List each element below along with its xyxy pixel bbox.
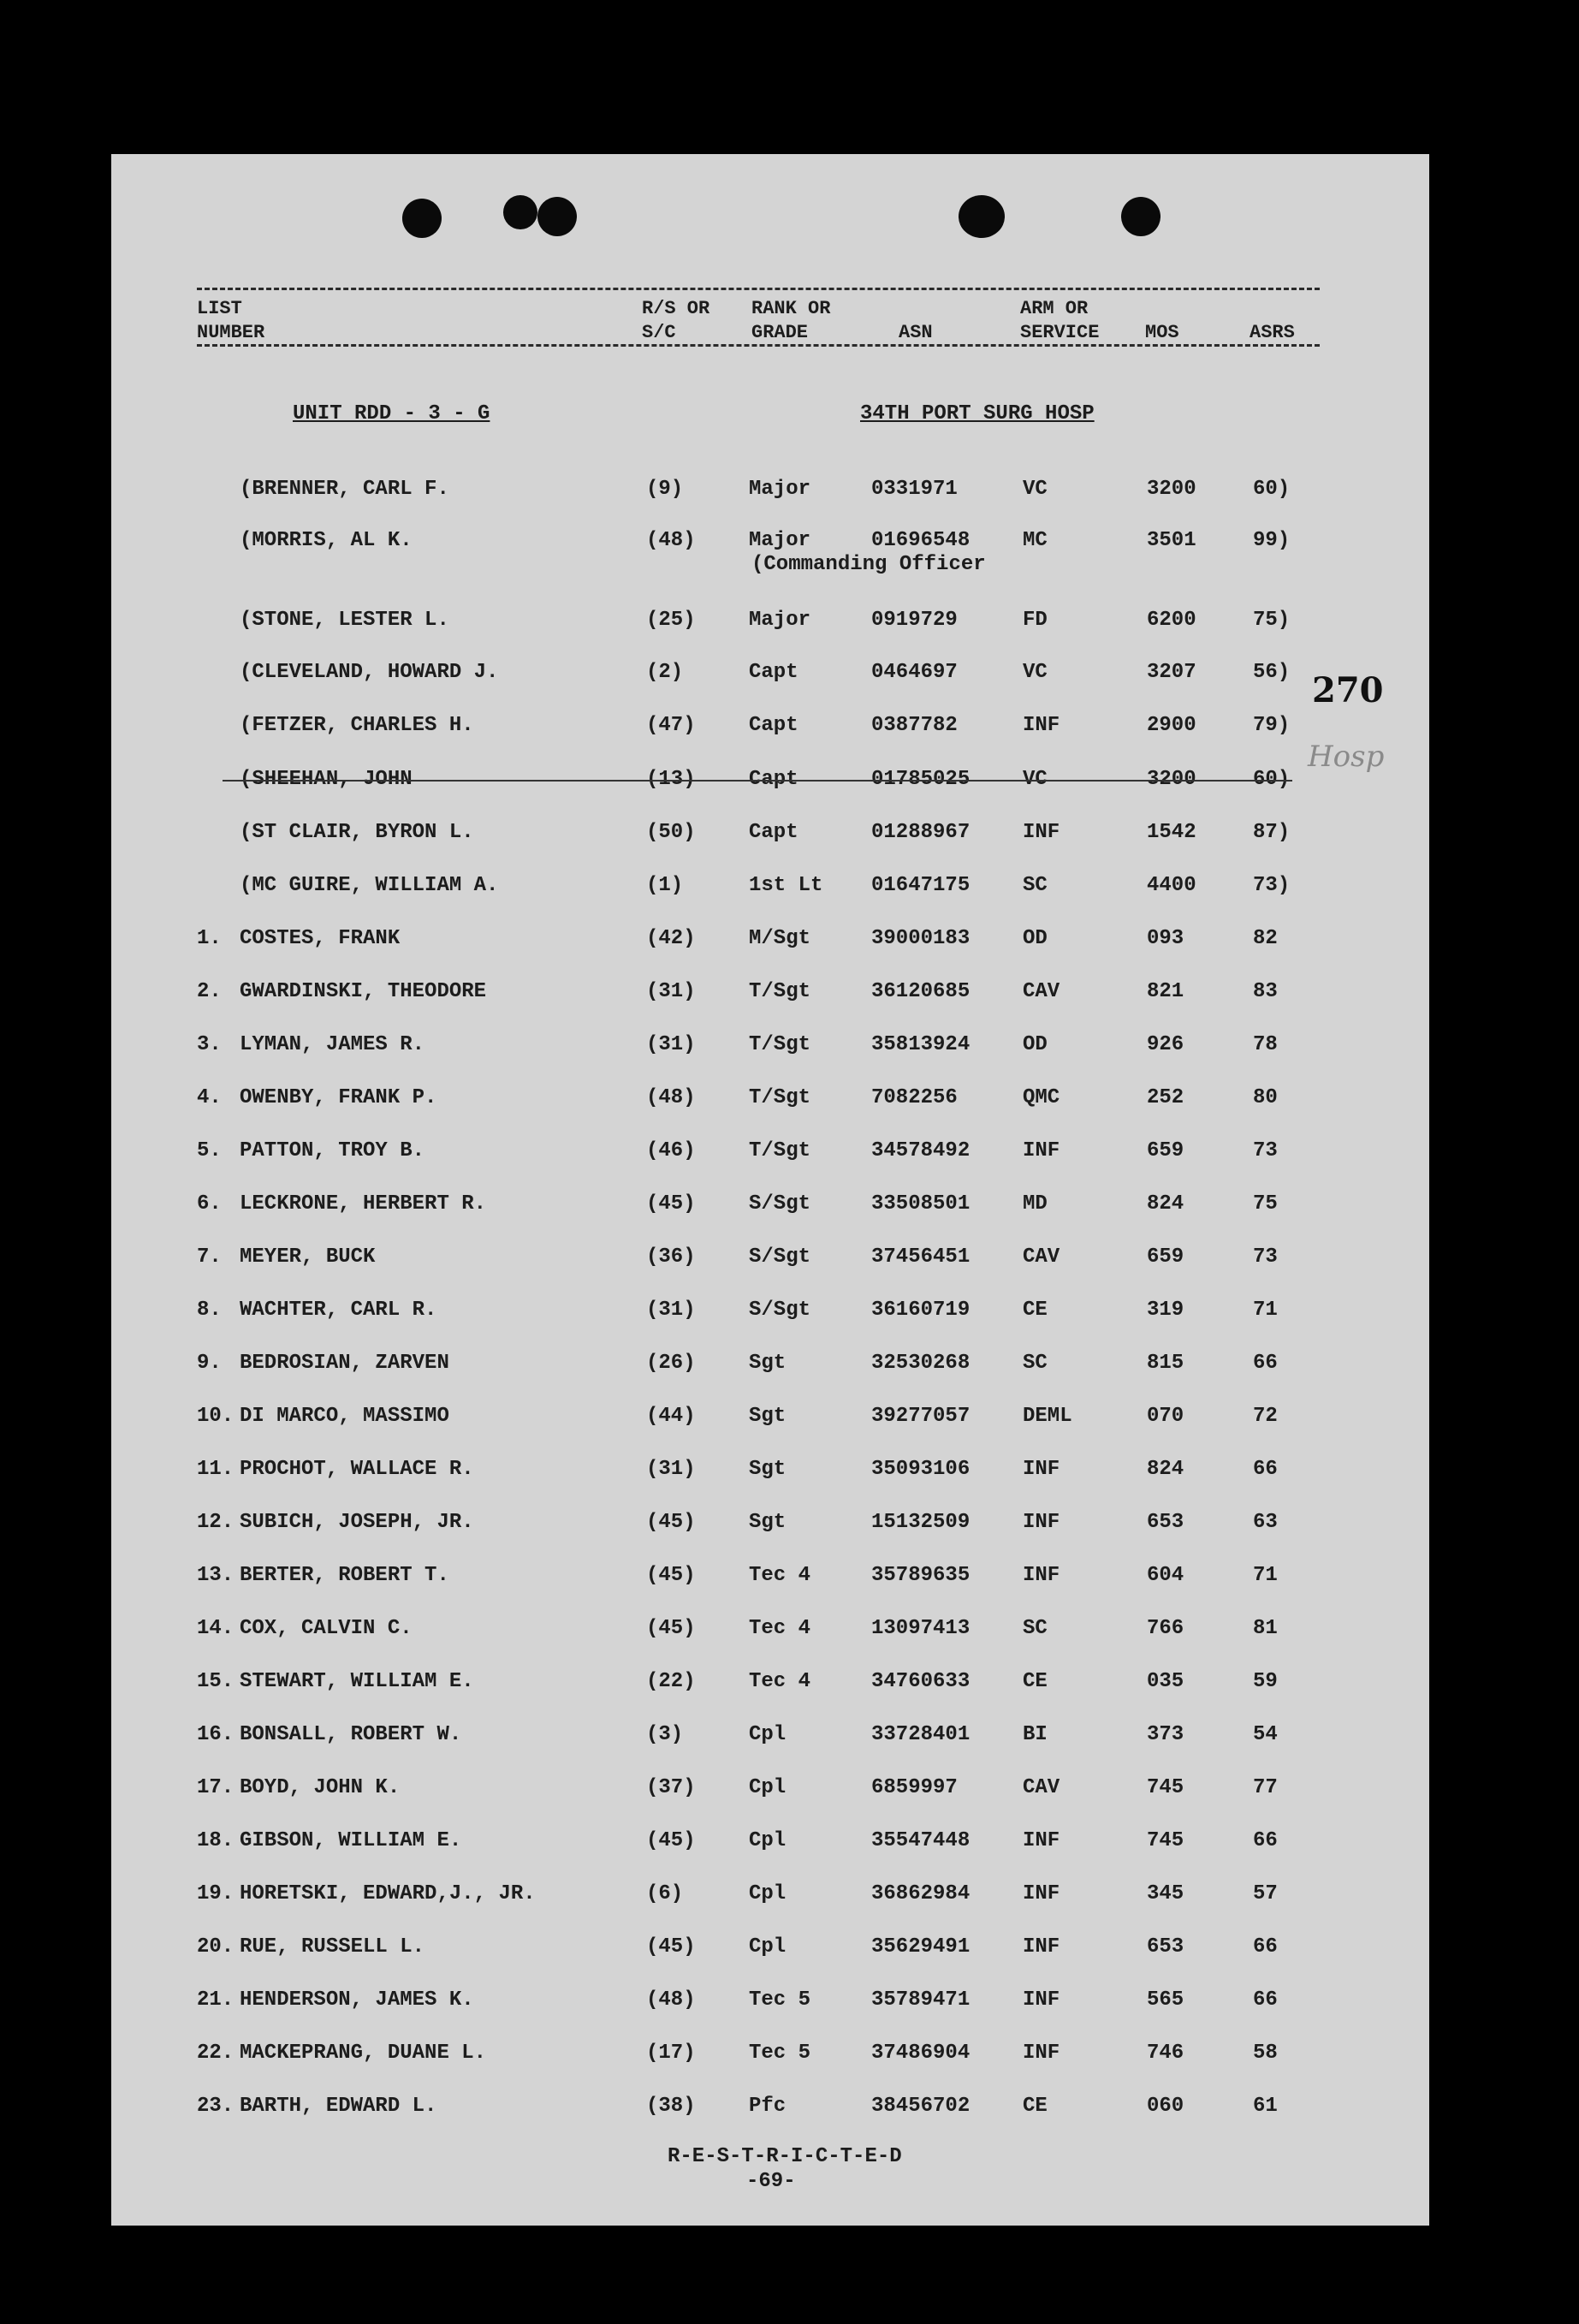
mos: 766 bbox=[1147, 1617, 1184, 1640]
mos: 565 bbox=[1147, 1988, 1184, 2012]
asn: 6859997 bbox=[871, 1776, 958, 1799]
soldier-name: (CLEVELAND, HOWARD J. bbox=[240, 661, 499, 684]
enlisted-row bbox=[111, 1406, 1429, 1432]
asn: 35789635 bbox=[871, 1564, 971, 1587]
unit-code: UNIT RDD - 3 - G bbox=[293, 402, 490, 425]
rank-grade: Pfc bbox=[749, 2095, 787, 2118]
punch-hole bbox=[503, 195, 537, 229]
asn: 01696548 bbox=[871, 529, 971, 552]
enlisted-row bbox=[111, 1459, 1429, 1485]
mos: 1542 bbox=[1147, 821, 1196, 844]
page-number: -69- bbox=[746, 2170, 796, 2193]
rank-grade: Tec 4 bbox=[749, 1564, 811, 1587]
asrs: 73 bbox=[1253, 1139, 1278, 1162]
header-rank-2: GRADE bbox=[751, 322, 809, 343]
rank-grade: S/Sgt bbox=[749, 1299, 811, 1322]
mos: 824 bbox=[1147, 1458, 1184, 1481]
list-number: 5. bbox=[197, 1139, 222, 1162]
officer-row bbox=[111, 716, 1429, 741]
asn: 35813924 bbox=[871, 1033, 971, 1056]
rs-sc: (46) bbox=[646, 1139, 696, 1162]
asrs: 83 bbox=[1253, 980, 1278, 1003]
soldier-name: SUBICH, JOSEPH, JR. bbox=[240, 1511, 474, 1534]
arm-service: CAV bbox=[1023, 1245, 1060, 1269]
asn: 01647175 bbox=[871, 874, 971, 897]
asrs: 75) bbox=[1253, 609, 1291, 632]
officer-row bbox=[111, 610, 1429, 636]
list-number: 17. bbox=[197, 1776, 234, 1799]
asn: 32530268 bbox=[871, 1352, 971, 1375]
rs-sc: (31) bbox=[646, 1458, 696, 1481]
arm-service: INF bbox=[1023, 714, 1060, 737]
arm-service: OD bbox=[1023, 1033, 1048, 1056]
rank-grade: Major bbox=[749, 478, 811, 501]
arm-service: SC bbox=[1023, 1617, 1048, 1640]
mos: 3501 bbox=[1147, 529, 1196, 552]
asn: 0919729 bbox=[871, 609, 958, 632]
rs-sc: (48) bbox=[646, 1988, 696, 2012]
rs-sc: (45) bbox=[646, 1617, 696, 1640]
rs-sc: (31) bbox=[646, 1033, 696, 1056]
list-number: 21. bbox=[197, 1988, 234, 2012]
asn: 37456451 bbox=[871, 1245, 971, 1269]
handwritten-margin-note: Hosp bbox=[1308, 740, 1385, 774]
asn: 35789471 bbox=[871, 1988, 971, 2012]
asn: 33508501 bbox=[871, 1192, 971, 1215]
rs-sc: (36) bbox=[646, 1245, 696, 1269]
punch-hole bbox=[402, 199, 442, 238]
mos: 3200 bbox=[1147, 478, 1196, 501]
unit-name: 34TH PORT SURG HOSP bbox=[860, 402, 1095, 425]
asrs: 71 bbox=[1253, 1299, 1278, 1322]
punch-hole bbox=[959, 195, 1005, 238]
enlisted-row bbox=[111, 1035, 1429, 1061]
asrs: 87) bbox=[1253, 821, 1291, 844]
list-number: 23. bbox=[197, 2095, 234, 2118]
rank-grade: Sgt bbox=[749, 1511, 787, 1534]
rank-grade: Cpl bbox=[749, 1935, 787, 1958]
rank-grade: T/Sgt bbox=[749, 1086, 811, 1109]
soldier-name: MACKEPRANG, DUANE L. bbox=[240, 2042, 487, 2065]
rank-grade: Cpl bbox=[749, 1882, 787, 1905]
asn: 7082256 bbox=[871, 1086, 958, 1109]
asrs: 78 bbox=[1253, 1033, 1278, 1056]
enlisted-row bbox=[111, 1672, 1429, 1697]
mos: 815 bbox=[1147, 1352, 1184, 1375]
header-rule-bottom bbox=[197, 344, 1320, 347]
asrs: 73) bbox=[1253, 874, 1291, 897]
enlisted-row bbox=[111, 1513, 1429, 1538]
enlisted-row bbox=[111, 1831, 1429, 1857]
asrs: 99) bbox=[1253, 529, 1291, 552]
mos: 060 bbox=[1147, 2095, 1184, 2118]
mos: 746 bbox=[1147, 2042, 1184, 2065]
arm-service: INF bbox=[1023, 1458, 1060, 1481]
asrs: 61 bbox=[1253, 2095, 1278, 2118]
soldier-name: (ST CLAIR, BYRON L. bbox=[240, 821, 474, 844]
header-list-number-2: NUMBER bbox=[197, 322, 265, 343]
enlisted-row bbox=[111, 1353, 1429, 1379]
rank-grade: Sgt bbox=[749, 1352, 787, 1375]
mos: 659 bbox=[1147, 1139, 1184, 1162]
list-number: 11. bbox=[197, 1458, 234, 1481]
arm-service: INF bbox=[1023, 1139, 1060, 1162]
list-number: 10. bbox=[197, 1405, 234, 1428]
rs-sc: (45) bbox=[646, 1935, 696, 1958]
rs-sc: (45) bbox=[646, 1511, 696, 1534]
enlisted-row bbox=[111, 2096, 1429, 2122]
asn: 13097413 bbox=[871, 1617, 971, 1640]
rank-grade: Tec 5 bbox=[749, 1988, 811, 2012]
arm-service: CE bbox=[1023, 1299, 1048, 1322]
mos: 653 bbox=[1147, 1935, 1184, 1958]
enlisted-row bbox=[111, 1990, 1429, 2016]
asn: 36160719 bbox=[871, 1299, 971, 1322]
rank-grade: Major bbox=[749, 529, 811, 552]
list-number: 15. bbox=[197, 1670, 234, 1693]
arm-service: INF bbox=[1023, 1564, 1060, 1587]
header-rank-1: RANK OR bbox=[751, 298, 831, 319]
mos: 319 bbox=[1147, 1299, 1184, 1322]
arm-service: INF bbox=[1023, 1988, 1060, 2012]
officer-row bbox=[111, 529, 1429, 576]
asrs: 71 bbox=[1253, 1564, 1278, 1587]
rank-grade: Capt bbox=[749, 714, 798, 737]
rank-grade: 1st Lt bbox=[749, 874, 823, 897]
officer-row bbox=[111, 663, 1429, 688]
asn: 38456702 bbox=[871, 2095, 971, 2118]
rs-sc: (1) bbox=[646, 874, 684, 897]
asrs: 75 bbox=[1253, 1192, 1278, 1215]
soldier-name: GWARDINSKI, THEODORE bbox=[240, 980, 487, 1003]
enlisted-row bbox=[111, 1141, 1429, 1167]
asrs: 54 bbox=[1253, 1723, 1278, 1746]
soldier-name: RUE, RUSSELL L. bbox=[240, 1935, 425, 1958]
list-number: 12. bbox=[197, 1511, 234, 1534]
asn: 37486904 bbox=[871, 2042, 971, 2065]
asn: 33728401 bbox=[871, 1723, 971, 1746]
arm-service: INF bbox=[1023, 821, 1060, 844]
margin-stamp-number: 270 bbox=[1312, 670, 1384, 710]
asn: 39000183 bbox=[871, 927, 971, 950]
enlisted-row bbox=[111, 1300, 1429, 1326]
asn: 35547448 bbox=[871, 1829, 971, 1852]
arm-service: INF bbox=[1023, 1511, 1060, 1534]
mos: 2900 bbox=[1147, 714, 1196, 737]
rank-grade: Capt bbox=[749, 821, 798, 844]
rs-sc: (48) bbox=[646, 1086, 696, 1109]
rank-grade: M/Sgt bbox=[749, 927, 811, 950]
list-number: 9. bbox=[197, 1352, 222, 1375]
arm-service: INF bbox=[1023, 1935, 1060, 1958]
soldier-name: HORETSKI, EDWARD,J., JR. bbox=[240, 1882, 536, 1905]
asrs: 72 bbox=[1253, 1405, 1278, 1428]
mos: 821 bbox=[1147, 980, 1184, 1003]
arm-service: VC bbox=[1023, 478, 1048, 501]
rank-grade: Capt bbox=[749, 661, 798, 684]
asn: 15132509 bbox=[871, 1511, 971, 1534]
soldier-name: COSTES, FRANK bbox=[240, 927, 401, 950]
soldier-name: WACHTER, CARL R. bbox=[240, 1299, 437, 1322]
mos: 4400 bbox=[1147, 874, 1196, 897]
list-number: 19. bbox=[197, 1882, 234, 1905]
arm-service: OD bbox=[1023, 927, 1048, 950]
asn: 36120685 bbox=[871, 980, 971, 1003]
enlisted-row bbox=[111, 1884, 1429, 1910]
soldier-name: LYMAN, JAMES R. bbox=[240, 1033, 425, 1056]
classification-footer: R-E-S-T-R-I-C-T-E-D bbox=[668, 2145, 902, 2168]
header-arm-2: SERVICE bbox=[1020, 322, 1100, 343]
arm-service: SC bbox=[1023, 874, 1048, 897]
list-number: 7. bbox=[197, 1245, 222, 1269]
rs-sc: (2) bbox=[646, 661, 684, 684]
asrs: 59 bbox=[1253, 1670, 1278, 1693]
punch-hole bbox=[1121, 197, 1161, 236]
arm-service: MD bbox=[1023, 1192, 1048, 1215]
asrs: 81 bbox=[1253, 1617, 1278, 1640]
rank-grade: T/Sgt bbox=[749, 980, 811, 1003]
list-number: 2. bbox=[197, 980, 222, 1003]
officer-row bbox=[111, 479, 1429, 505]
asrs: 66 bbox=[1253, 1935, 1278, 1958]
soldier-name: PROCHOT, WALLACE R. bbox=[240, 1458, 474, 1481]
asn: 39277057 bbox=[871, 1405, 971, 1428]
arm-service: FD bbox=[1023, 609, 1048, 632]
rank-grade: T/Sgt bbox=[749, 1033, 811, 1056]
soldier-name: STEWART, WILLIAM E. bbox=[240, 1670, 474, 1693]
soldier-name: HENDERSON, JAMES K. bbox=[240, 1988, 474, 2012]
header-rule-top bbox=[197, 288, 1320, 290]
asn: 01785025 bbox=[871, 768, 971, 791]
list-number: 4. bbox=[197, 1086, 222, 1109]
rank-grade: Tec 4 bbox=[749, 1670, 811, 1693]
arm-service: CAV bbox=[1023, 1776, 1060, 1799]
rs-sc: (3) bbox=[646, 1723, 684, 1746]
enlisted-row bbox=[111, 1725, 1429, 1750]
mos: 373 bbox=[1147, 1723, 1184, 1746]
asrs: 77 bbox=[1253, 1776, 1278, 1799]
list-number: 18. bbox=[197, 1829, 234, 1852]
rs-sc: (37) bbox=[646, 1776, 696, 1799]
enlisted-row bbox=[111, 1088, 1429, 1114]
soldier-name: GIBSON, WILLIAM E. bbox=[240, 1829, 462, 1852]
soldier-name: COX, CALVIN C. bbox=[240, 1617, 413, 1640]
mos: 6200 bbox=[1147, 609, 1196, 632]
asrs: 57 bbox=[1253, 1882, 1278, 1905]
mos: 345 bbox=[1147, 1882, 1184, 1905]
arm-service: INF bbox=[1023, 2042, 1060, 2065]
rs-sc: (44) bbox=[646, 1405, 696, 1428]
header-arm-1: ARM OR bbox=[1020, 298, 1089, 319]
asn: 01288967 bbox=[871, 821, 971, 844]
arm-service: CAV bbox=[1023, 980, 1060, 1003]
rank-grade: Tec 5 bbox=[749, 2042, 811, 2065]
soldier-name: BOYD, JOHN K. bbox=[240, 1776, 401, 1799]
soldier-name: BERTER, ROBERT T. bbox=[240, 1564, 449, 1587]
asn: 0464697 bbox=[871, 661, 958, 684]
enlisted-row bbox=[111, 982, 1429, 1007]
header-list-number-1: LIST bbox=[197, 298, 242, 319]
asn: 0387782 bbox=[871, 714, 958, 737]
list-number: 16. bbox=[197, 1723, 234, 1746]
list-number: 20. bbox=[197, 1935, 234, 1958]
rs-sc: (26) bbox=[646, 1352, 696, 1375]
asrs: 66 bbox=[1253, 1352, 1278, 1375]
mos: 745 bbox=[1147, 1776, 1184, 1799]
arm-service: MC bbox=[1023, 529, 1048, 552]
header-asn: ASN bbox=[899, 322, 933, 343]
soldier-name: BARTH, EDWARD L. bbox=[240, 2095, 437, 2118]
rank-grade: Cpl bbox=[749, 1829, 787, 1852]
soldier-name: BEDROSIAN, ZARVEN bbox=[240, 1352, 449, 1375]
enlisted-row bbox=[111, 1619, 1429, 1644]
list-number: 13. bbox=[197, 1564, 234, 1587]
soldier-name: LECKRONE, HERBERT R. bbox=[240, 1192, 487, 1215]
arm-service: QMC bbox=[1023, 1086, 1060, 1109]
asrs: 56) bbox=[1253, 661, 1291, 684]
soldier-name: (MC GUIRE, WILLIAM A. bbox=[240, 874, 499, 897]
asrs: 66 bbox=[1253, 1829, 1278, 1852]
asn: 34578492 bbox=[871, 1139, 971, 1162]
enlisted-row bbox=[111, 1778, 1429, 1804]
header-mos: MOS bbox=[1145, 322, 1179, 343]
rank-grade: S/Sgt bbox=[749, 1245, 811, 1269]
arm-service: DEML bbox=[1023, 1405, 1072, 1428]
list-number: 14. bbox=[197, 1617, 234, 1640]
arm-service: BI bbox=[1023, 1723, 1048, 1746]
asrs: 66 bbox=[1253, 1988, 1278, 2012]
asn: 34760633 bbox=[871, 1670, 971, 1693]
soldier-name: PATTON, TROY B. bbox=[240, 1139, 425, 1162]
asrs: 73 bbox=[1253, 1245, 1278, 1269]
arm-service: SC bbox=[1023, 1352, 1048, 1375]
punch-hole bbox=[537, 197, 577, 236]
enlisted-row bbox=[111, 1566, 1429, 1591]
soldier-name: MEYER, BUCK bbox=[240, 1245, 376, 1269]
officer-row bbox=[111, 876, 1429, 901]
rs-sc: (9) bbox=[646, 478, 684, 501]
mos: 659 bbox=[1147, 1245, 1184, 1269]
rank-grade: Capt bbox=[749, 768, 798, 791]
rank-grade: Major bbox=[749, 609, 811, 632]
asrs: 63 bbox=[1253, 1511, 1278, 1534]
list-number: 22. bbox=[197, 2042, 234, 2065]
asrs: 80 bbox=[1253, 1086, 1278, 1109]
rs-sc: (48) bbox=[646, 529, 696, 552]
arm-service: CE bbox=[1023, 2095, 1048, 2118]
asrs: 79) bbox=[1253, 714, 1291, 737]
rs-sc: (42) bbox=[646, 927, 696, 950]
mos: 604 bbox=[1147, 1564, 1184, 1587]
mos: 093 bbox=[1147, 927, 1184, 950]
enlisted-row bbox=[111, 1937, 1429, 1963]
arm-service: INF bbox=[1023, 1829, 1060, 1852]
rank-grade: S/Sgt bbox=[749, 1192, 811, 1215]
asn: 35629491 bbox=[871, 1935, 971, 1958]
soldier-name: (BRENNER, CARL F. bbox=[240, 478, 449, 501]
list-number: 8. bbox=[197, 1299, 222, 1322]
rs-sc: (6) bbox=[646, 1882, 684, 1905]
rank-grade: T/Sgt bbox=[749, 1139, 811, 1162]
rank-grade: Cpl bbox=[749, 1723, 787, 1746]
arm-service: CE bbox=[1023, 1670, 1048, 1693]
list-number: 3. bbox=[197, 1033, 222, 1056]
mos: 926 bbox=[1147, 1033, 1184, 1056]
arm-service: VC bbox=[1023, 661, 1048, 684]
rs-sc: (38) bbox=[646, 2095, 696, 2118]
soldier-name: OWENBY, FRANK P. bbox=[240, 1086, 437, 1109]
header-rs-2: S/C bbox=[642, 322, 676, 343]
list-number: 1. bbox=[197, 927, 222, 950]
enlisted-row bbox=[111, 1194, 1429, 1220]
asn: 35093106 bbox=[871, 1458, 971, 1481]
rs-sc: (45) bbox=[646, 1829, 696, 1852]
rs-sc: (47) bbox=[646, 714, 696, 737]
list-number: 6. bbox=[197, 1192, 222, 1215]
rs-sc: (13) bbox=[646, 768, 696, 791]
mos: 653 bbox=[1147, 1511, 1184, 1534]
rs-sc: (45) bbox=[646, 1192, 696, 1215]
enlisted-row bbox=[111, 2043, 1429, 2069]
asn: 36862984 bbox=[871, 1882, 971, 1905]
enlisted-row bbox=[111, 1247, 1429, 1273]
asrs: 60) bbox=[1253, 768, 1291, 791]
rs-sc: (45) bbox=[646, 1564, 696, 1587]
asn: 0331971 bbox=[871, 478, 958, 501]
soldier-name: (SHEEHAN, JOHN bbox=[240, 768, 413, 791]
header-rs-1: R/S OR bbox=[642, 298, 710, 319]
mos: 3200 bbox=[1147, 768, 1196, 791]
officer-row bbox=[111, 823, 1429, 848]
rs-sc: (31) bbox=[646, 980, 696, 1003]
officer-row bbox=[111, 770, 1429, 795]
asrs: 60) bbox=[1253, 478, 1291, 501]
soldier-name: (STONE, LESTER L. bbox=[240, 609, 449, 632]
soldier-name: BONSALL, ROBERT W. bbox=[240, 1723, 462, 1746]
rank-grade: Sgt bbox=[749, 1405, 787, 1428]
mos: 070 bbox=[1147, 1405, 1184, 1428]
officer-role-note: (Commanding Officer bbox=[751, 553, 986, 576]
asrs: 66 bbox=[1253, 1458, 1278, 1481]
soldier-name: (MORRIS, AL K. bbox=[240, 529, 413, 552]
rs-sc: (50) bbox=[646, 821, 696, 844]
rs-sc: (31) bbox=[646, 1299, 696, 1322]
mos: 824 bbox=[1147, 1192, 1184, 1215]
document-page bbox=[111, 154, 1429, 2226]
mos: 035 bbox=[1147, 1670, 1184, 1693]
rs-sc: (25) bbox=[646, 609, 696, 632]
enlisted-row bbox=[111, 929, 1429, 954]
soldier-name: DI MARCO, MASSIMO bbox=[240, 1405, 449, 1428]
asrs: 58 bbox=[1253, 2042, 1278, 2065]
header-asrs: ASRS bbox=[1250, 322, 1295, 343]
rank-grade: Sgt bbox=[749, 1458, 787, 1481]
rs-sc: (17) bbox=[646, 2042, 696, 2065]
arm-service: INF bbox=[1023, 1882, 1060, 1905]
soldier-name: (FETZER, CHARLES H. bbox=[240, 714, 474, 737]
rs-sc: (22) bbox=[646, 1670, 696, 1693]
rank-grade: Cpl bbox=[749, 1776, 787, 1799]
mos: 252 bbox=[1147, 1086, 1184, 1109]
arm-service: VC bbox=[1023, 768, 1048, 791]
mos: 3207 bbox=[1147, 661, 1196, 684]
asrs: 82 bbox=[1253, 927, 1278, 950]
rank-grade: Tec 4 bbox=[749, 1617, 811, 1640]
mos: 745 bbox=[1147, 1829, 1184, 1852]
